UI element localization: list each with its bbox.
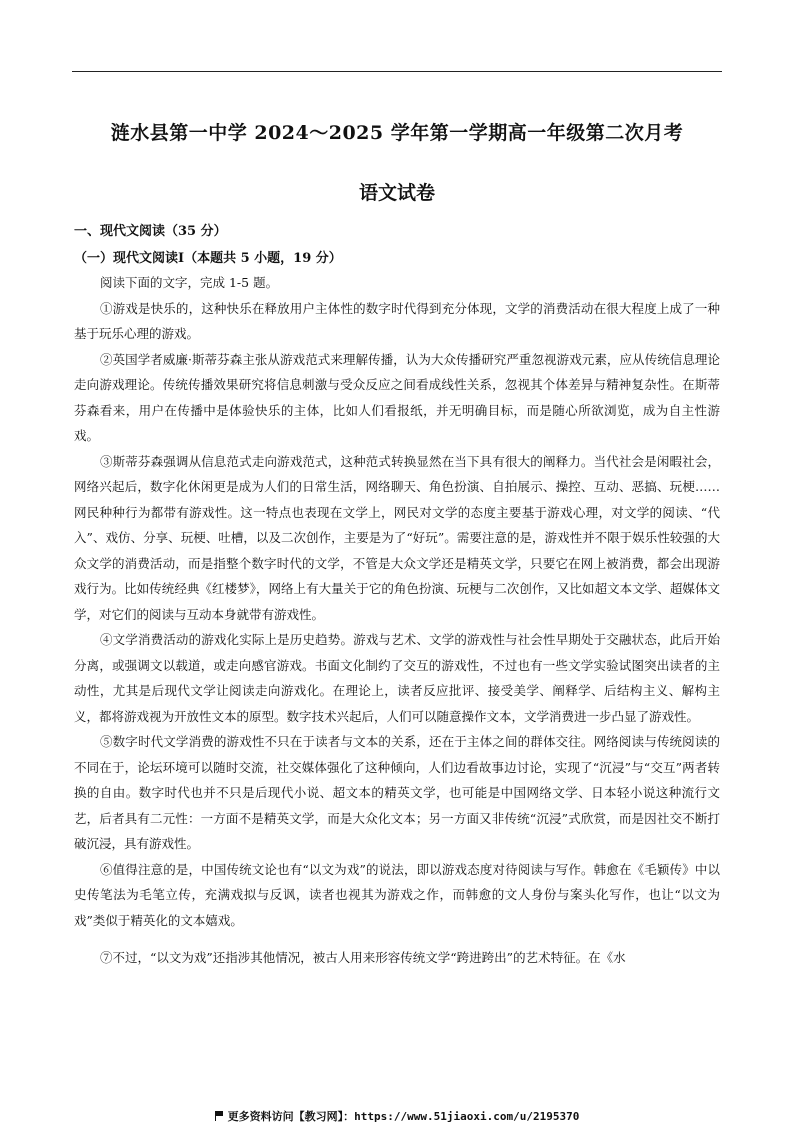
paragraph-5: ⑤数字时代文学消费的游戏性不只在于读者与文本的关系，还在于主体之间的群体交往。网络阅读与传统阅读的不同在于，论坛环境可以随时交流，社交媒体强化了这种倾向，人们边看故事边讨论，实现了“沉浸”与“交互”两者转换的自由。数字时代也并不只是后现代小说、超文本的精英文学，也可能是中国网络文学、日本轻小说这种流行文艺，后者具有二元性：一方面不是精英文学，而是大众化文本；另一方面又非传统“沉浸”式欣赏，而是因社交不断打破沉浸，具有游戏性。 (74, 734, 720, 851)
paragraph-7: ⑦不过，“以文为戏”还指涉其他情况，被古人用来形容传统文学“跨进跨出”的艺术特征。在《水 (100, 950, 626, 965)
section-heading: 一、现代文阅读（35 分） (74, 224, 227, 239)
paragraph-1: ①游戏是快乐的，这种快乐在释放用户主体性的数字时代得到充分体现，文学的消费活动在很大程度上成了一种基于玩乐心理的游戏。 (74, 300, 720, 341)
header-rule (72, 71, 722, 72)
exam-title: 涟水县第一中学 2024～2025 学年第一学期高一年级第二次月考 (110, 122, 684, 144)
subsection-heading: （一）现代文阅读Ⅰ（本题共 5 小题，19 分） (74, 251, 342, 266)
reading-passage (74, 270, 720, 971)
paragraph-3: ③斯蒂芬森强调从信息范式走向游戏范式，这种范式转换显然在当下具有很大的阐释力。当代社会是闲暇社会，网络兴起后，数字化休闲更是成为人们的日常生活，网络聊天、角色扮演、自拍展示、操控、互动、恶搞、玩梗……网民种种行为都带有游戏性。这一特点也表现在文学上，网民对文学的态度主要基于游戏心理，对文学的阅读、“代入”、戏仿、分享、玩梗、吐槽，以及二次创作，主要是为了“好玩”。需要注意的是，游戏性并不限于娱乐性较强的大众文学的消费活动，而是指整个数字时代的文学，不管是大众文学还是精英文学，只要它在网上被消费，都会出现游戏行为。比如传统经典《红楼梦》，网络上有大量关于它的角色扮演、玩梗与二次创作，又比如超文本文学、超媒体文学，对它们的阅读与互动本身就带有游戏性。 (74, 453, 720, 622)
footer-link[interactable] (0, 1108, 794, 1124)
flag-icon (215, 1111, 224, 1121)
instruction-text: 阅读下面的文字，完成 1-5 题。 (100, 275, 279, 290)
footer-text: 更多资料访问【教习网】：https://www.51jiaoxi.com/u/2195370 (227, 1110, 580, 1123)
paragraph-4: ④文学消费活动的游戏化实际上是历史趋势。游戏与艺术、文学的游戏性与社会性早期处于交融状态，此后开始分离，或强调文以载道，或走向感官游戏。书面文化制约了交互的游戏性，不过也有一些文学实验试图突出读者的主动性，尤其是后现代文学让阅读走向游戏化。在理论上，读者反应批评、接受美学、阐释学、后结构主义、解构主义，都将游戏视为开放性文本的原型。数字技术兴起后，人们可以随意操作文本，文学消费进一步凸显了游戏性。 (74, 632, 720, 724)
exam-subtitle: 语文试卷 (358, 182, 435, 204)
paragraph-6: ⑥值得注意的是，中国传统文论也有“以文为戏”的说法，即以游戏态度对待阅读与写作。韩愈在《毛颖传》中以史传笔法为毛笔立传，充满戏拟与反讽，读者也视其为游戏之作，而韩愈的文人身份与案头化写作，也让“以文为戏”类似于精英化的文本嬉戏。 (74, 861, 720, 928)
paragraph-2: ②英国学者威廉·斯蒂芬森主张从游戏范式来理解传播，认为大众传播研究严重忽视游戏元素，应从传统信息理论走向游戏理论。传统传播效果研究将信息刺激与受众反应之间看成线性关系，忽视其个体差异与精神复杂性。在斯蒂芬森看来，用户在传播中是体验快乐的主体，比如人们看报纸，并无明确目标，而是随心所欲浏览，成为自主性游戏。 (74, 351, 720, 443)
